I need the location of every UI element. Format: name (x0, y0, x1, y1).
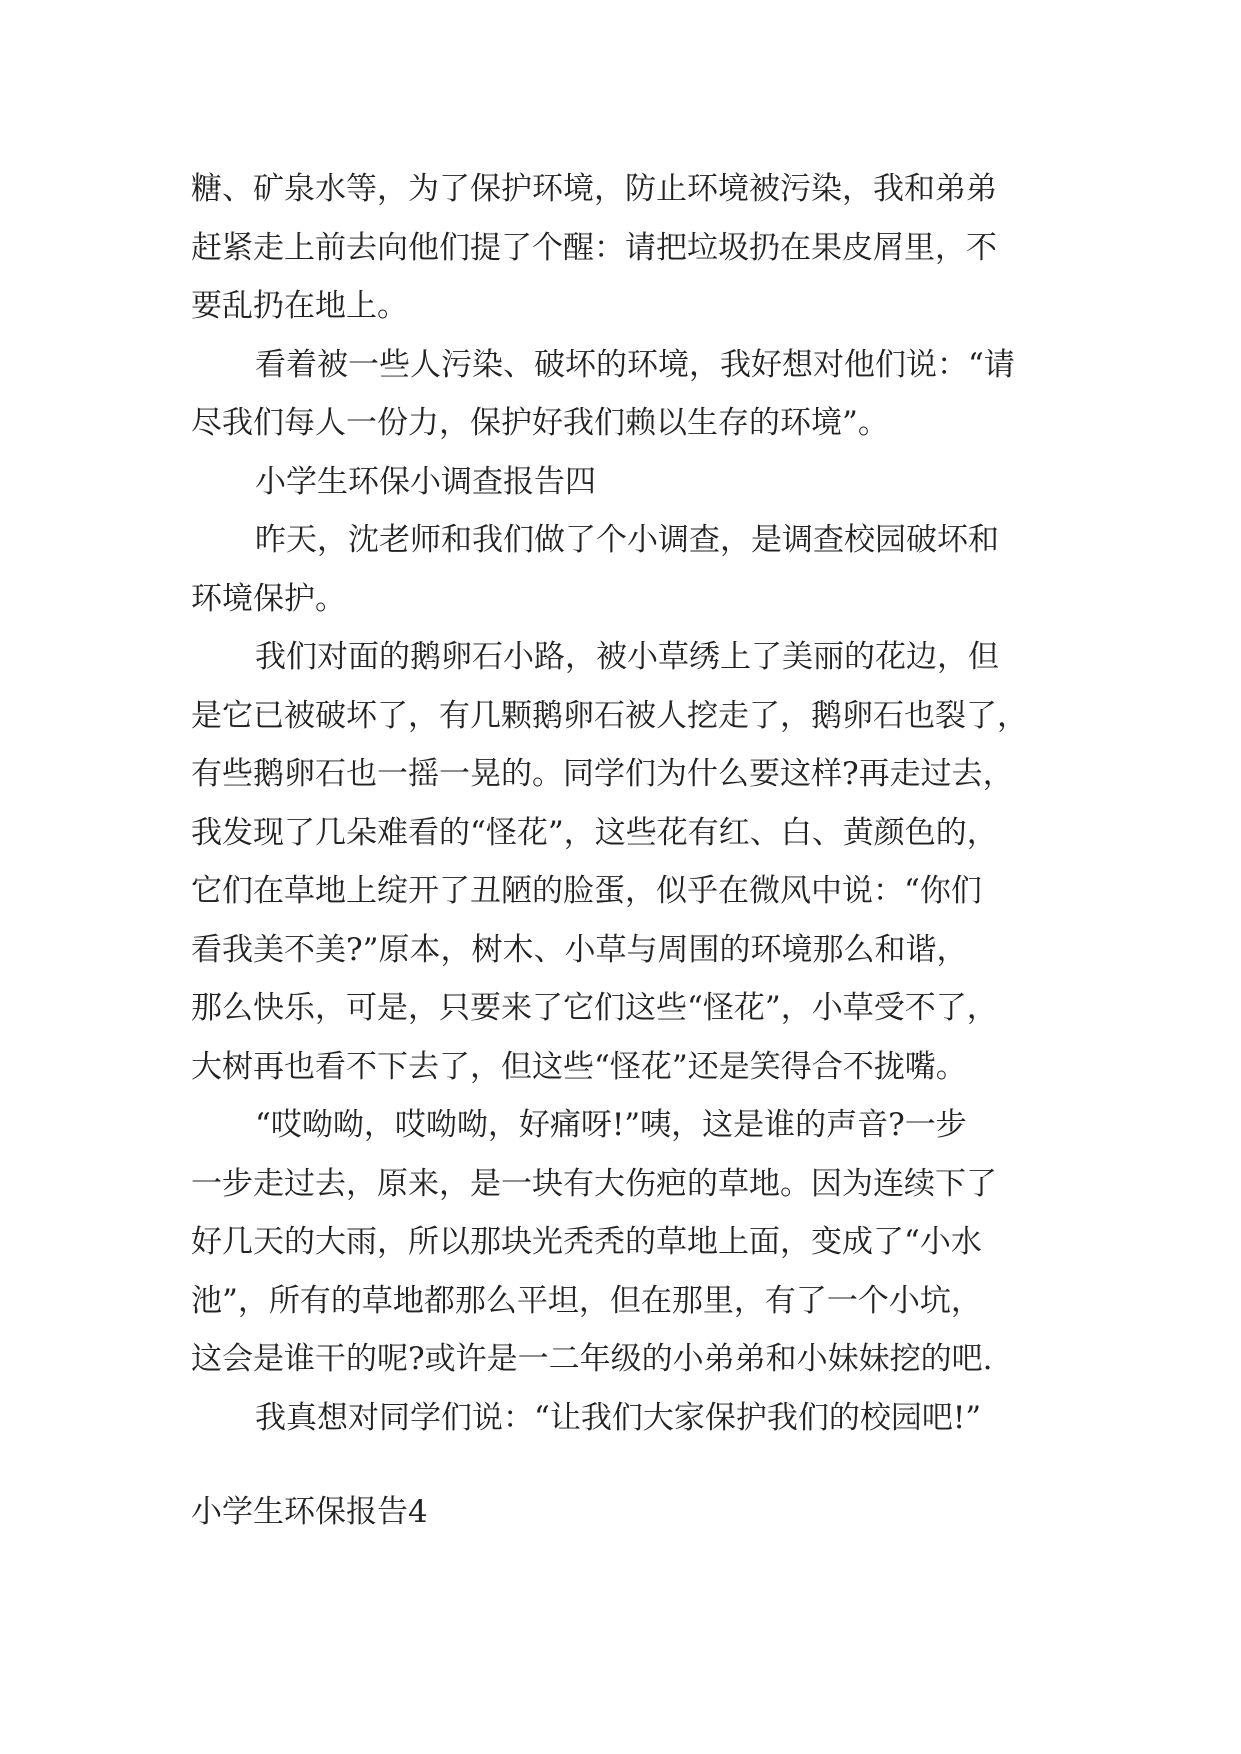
paragraph (191, 1096, 1061, 1389)
text-line: 小学生环保小调查报告四 (255, 463, 596, 500)
paragraph (191, 336, 1061, 453)
text-line: 是它已被破坏了，有几颗鹅卵石被人挖走了，鹅卵石也裂了， (191, 697, 1028, 734)
text-line: 我发现了几朵难看的“怪花”，这些花有红、白、黄颜色的， (191, 814, 998, 851)
text-line: 大树再也看不下去了，但这些“怪花”还是笑得合不拢嘴。 (191, 1048, 967, 1085)
text-line: 好几天的大雨，所以那块光秃秃的草地上面，变成了“小水 (191, 1224, 982, 1260)
section-heading: 小学生环保报告4 (191, 1494, 428, 1530)
text-line: 一步走过去，原来，是一块有大伤疤的草地。因为连续下了 (191, 1165, 997, 1202)
text-line: 糖、矿泉水等，为了保护环境，防止环境被污染，我和弟弟 (191, 171, 997, 207)
paragraph (191, 511, 1061, 628)
document-body (191, 160, 1061, 1447)
text-line: 有些鹅卵石也一摇一晃的。同学们为什么要这样?再走过去， (191, 756, 1014, 792)
text-line: 这会是谁干的呢?或许是一二年级的小弟弟和小妹妹挖的吧. (191, 1341, 993, 1377)
text-line: 要乱扔在地上。 (191, 288, 408, 324)
text-line: 池”，所有的草地都那么平坦，但在那里，有了一个小坑， (191, 1282, 982, 1319)
text-line: 赶紧走上前去向他们提了个醒：请把垃圾扔在果皮屑里，不 (191, 229, 997, 266)
text-line: 它们在草地上绽开了丑陋的脸蛋，似乎在微风中说：“你们 (191, 873, 982, 909)
text-line: 我们对面的鹅卵石小路，被小草绣上了美丽的花边，但 (255, 639, 999, 675)
text-line: 那么快乐，可是，只要来了它们这些“怪花”，小草受不了， (191, 990, 998, 1026)
paragraph (191, 1389, 1061, 1448)
text-line: 尽我们每人一份力，保护好我们赖以生存的环境”。 (191, 405, 889, 441)
text-line: 环境保护。 (191, 580, 346, 617)
text-line: “哎呦呦，哎呦呦，好痛呀!”咦，这是谁的声音?一步 (255, 1107, 967, 1143)
text-line: 看着被一些人污染、破坏的环境，我好想对他们说：“请 (255, 346, 1015, 383)
paragraph (191, 628, 1061, 1096)
text-line: 我真想对同学们说：“让我们大家保护我们的校园吧!” (255, 1399, 982, 1436)
text-line: 昨天，沈老师和我们做了个小调查，是调查校园破坏和 (255, 522, 999, 558)
subsection-title (191, 453, 1061, 512)
text-line: 看我美不美?”原本，树木、小草与周围的环境那么和谐， (191, 931, 968, 968)
paragraph (191, 160, 1061, 336)
